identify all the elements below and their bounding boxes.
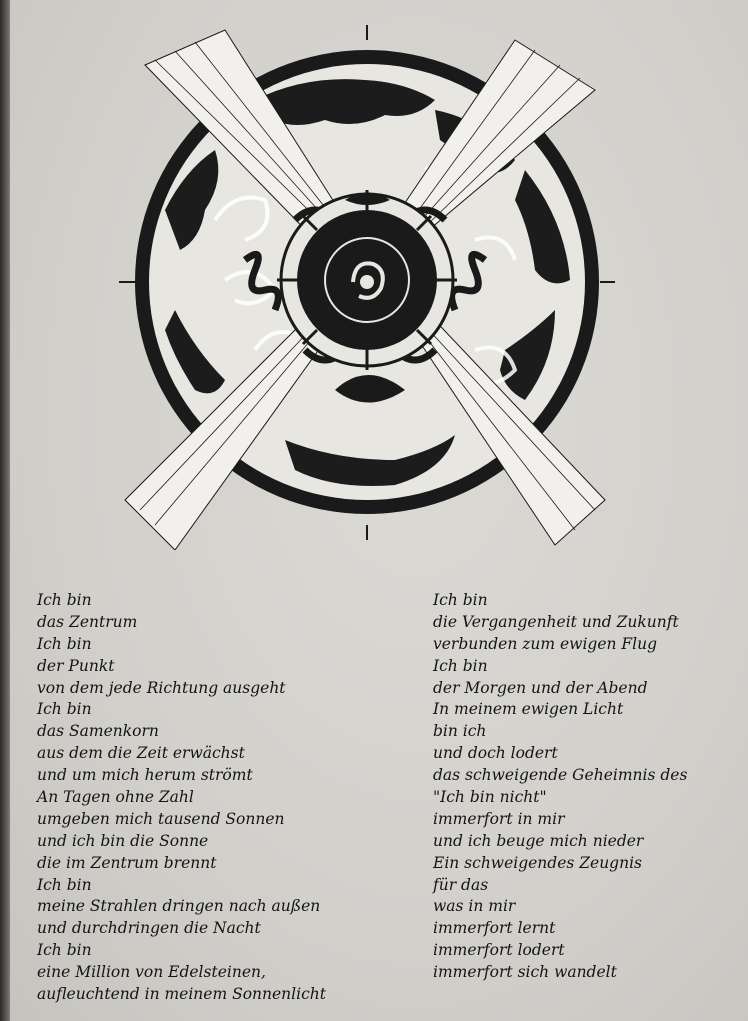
poem-line: und ich bin die Sonne: [37, 831, 209, 850]
poem-line: von dem jede Richtung ausgeht: [37, 678, 286, 697]
poem-line: und doch lodert: [433, 744, 558, 763]
poem-line: aufleuchtend in meinem Sonnenlicht: [37, 985, 326, 1004]
poem-line: die im Zentrum brennt: [37, 853, 217, 872]
poem-line: immerfort lodert: [433, 941, 565, 960]
poem-line: bin ich: [433, 722, 487, 741]
poem-line: für das: [433, 875, 489, 894]
mandala-illustration: [105, 20, 625, 550]
poem-line: der Morgen und der Abend: [433, 678, 648, 697]
poem-line: die Vergangenheit und Zukunft: [433, 612, 679, 631]
poem-line: An Tagen ohne Zahl: [37, 788, 194, 807]
poem-line: und ich beuge mich nieder: [433, 831, 644, 850]
poem-right-column: [433, 590, 748, 984]
poem-line: der Punkt: [37, 656, 115, 675]
poem-line: Ich bin: [37, 700, 92, 719]
poem-line: Ich bin: [37, 875, 92, 894]
poem-line: was in mir: [433, 897, 516, 916]
poem-line: das Samenkorn: [37, 722, 159, 741]
poem-line: immerfort in mir: [433, 809, 565, 828]
poem-line: Ein schweigendes Zeugnis: [433, 853, 642, 872]
poem-line: meine Strahlen dringen nach außen: [37, 897, 321, 916]
poem-line: Ich bin: [433, 591, 488, 609]
poem-line: eine Million von Edelsteinen,: [37, 963, 266, 982]
poem-line: aus dem die Zeit erwächst: [37, 744, 245, 763]
poem-line: Ich bin: [37, 941, 92, 960]
poem-line: In meinem ewigen Licht: [433, 700, 624, 719]
poem-line: und um mich herum strömt: [37, 766, 253, 785]
central-sun: [277, 190, 457, 370]
poem-line: "Ich bin nicht": [433, 788, 547, 807]
poem-line: das Zentrum: [37, 612, 138, 631]
poem-line: immerfort sich wandelt: [433, 963, 617, 982]
poem-line: das schweigende Geheimnis des: [433, 766, 688, 785]
poem-left-column: [37, 590, 397, 1006]
poem-line: verbunden zum ewigen Flug: [433, 634, 658, 653]
poem-line: Ich bin: [433, 656, 488, 675]
poem-line: Ich bin: [37, 591, 92, 609]
poem-line: immerfort lernt: [433, 919, 556, 938]
poem-line: Ich bin: [37, 634, 92, 653]
poem-line: umgeben mich tausend Sonnen: [37, 809, 285, 828]
poem-line: und durchdringen die Nacht: [37, 919, 261, 938]
book-page: [10, 0, 748, 1021]
